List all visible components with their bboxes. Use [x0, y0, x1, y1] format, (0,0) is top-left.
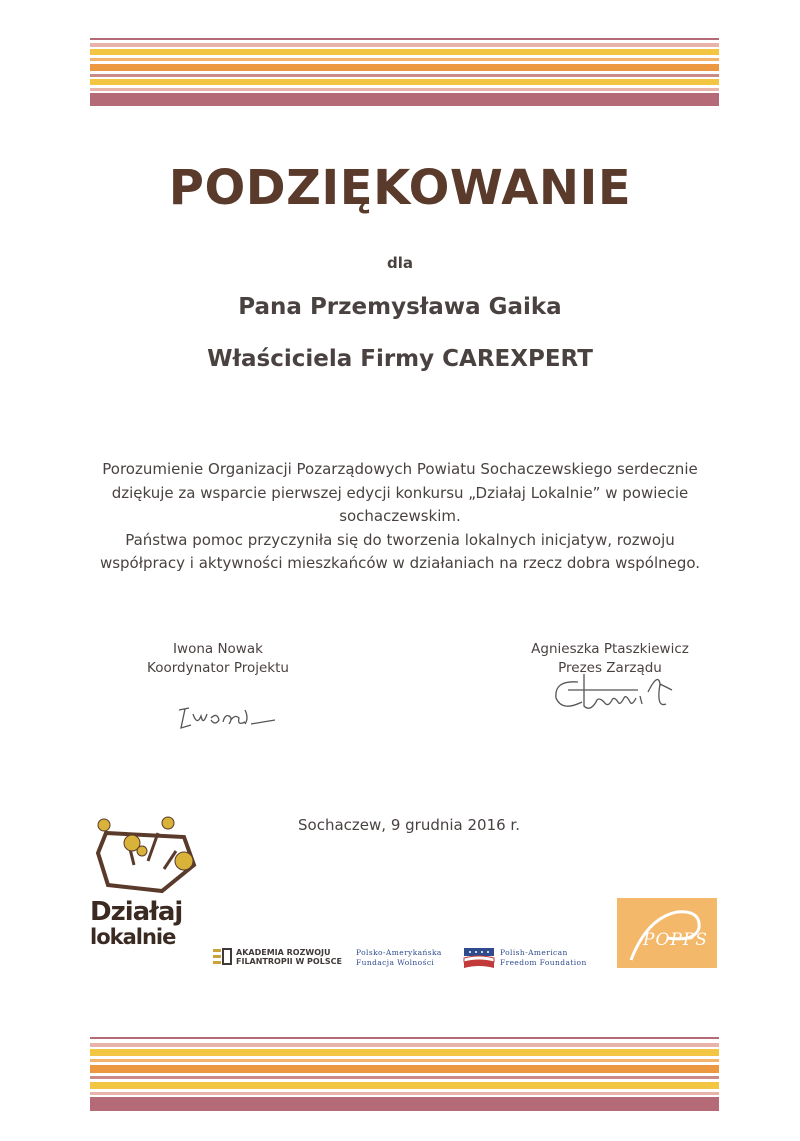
paff-line-2: Freedom Foundation [500, 958, 587, 967]
logo-line-1: Działaj [90, 897, 183, 927]
bottom-decorative-stripes [90, 1037, 719, 1113]
body-line: Porozumienie Organizacji Pozarządowych Powiatu Sochaczewskiego serdecznie [102, 460, 698, 478]
body-paragraph [70, 458, 730, 576]
left-signature-block [100, 640, 336, 678]
signer-role: Koordynator Projektu [147, 660, 289, 676]
akademia-line-2: FILANTROPII W POLSCE [236, 957, 342, 966]
signer-role: Prezes Zarządu [558, 660, 662, 676]
body-line: współpracy i aktywności mieszkańców w działaniach na rzecz dobra wspólnego. [99, 554, 701, 572]
pafw-polish-logo [356, 948, 466, 968]
paff-line-1: Polish-American [500, 948, 568, 957]
akademia-mark-icon [212, 947, 234, 967]
pafw-flag-icon [462, 946, 496, 970]
popps-logo [617, 898, 717, 968]
place-and-date: Sochaczew, 9 grudnia 2016 r. [298, 816, 520, 834]
popps-wordmark: POPPS [643, 930, 708, 950]
for-word: dla [386, 254, 413, 272]
top-decorative-stripes [90, 38, 719, 108]
logo-line-2: lokalnie [90, 925, 176, 949]
left-handwritten-signature [175, 700, 285, 736]
body-line: sochaczewskim. [339, 507, 461, 525]
akademia-logo [212, 947, 347, 967]
certificate-title: PODZIĘKOWANIE [168, 160, 632, 216]
paff-english-logo [500, 948, 610, 968]
pafw-line-1: Polsko-Amerykańska [356, 948, 442, 957]
signer-name: Agnieszka Ptaszkiewicz [531, 641, 689, 657]
akademia-line-1: AKADEMIA ROZWOJU [236, 948, 331, 957]
recipient-role: Właściciela Firmy CAREXPERT [207, 346, 593, 372]
body-line: dziękuje za wsparcie pierwszej edycji konkursu „Działaj Lokalnie” w powiecie [111, 483, 689, 502]
pafw-line-2: Fundacja Wolności [356, 958, 435, 967]
flower-bag-icon [88, 813, 208, 898]
body-line: Państwa pomoc przyczyniła się do tworzenia lokalnych inicjatyw, rozwoju [125, 530, 675, 549]
recipient-name: Pana Przemysława Gaika [238, 294, 562, 320]
signer-name: Iwona Nowak [173, 641, 263, 657]
dzialaj-lokalnie-logo [88, 813, 208, 973]
right-handwritten-signature [548, 668, 688, 718]
